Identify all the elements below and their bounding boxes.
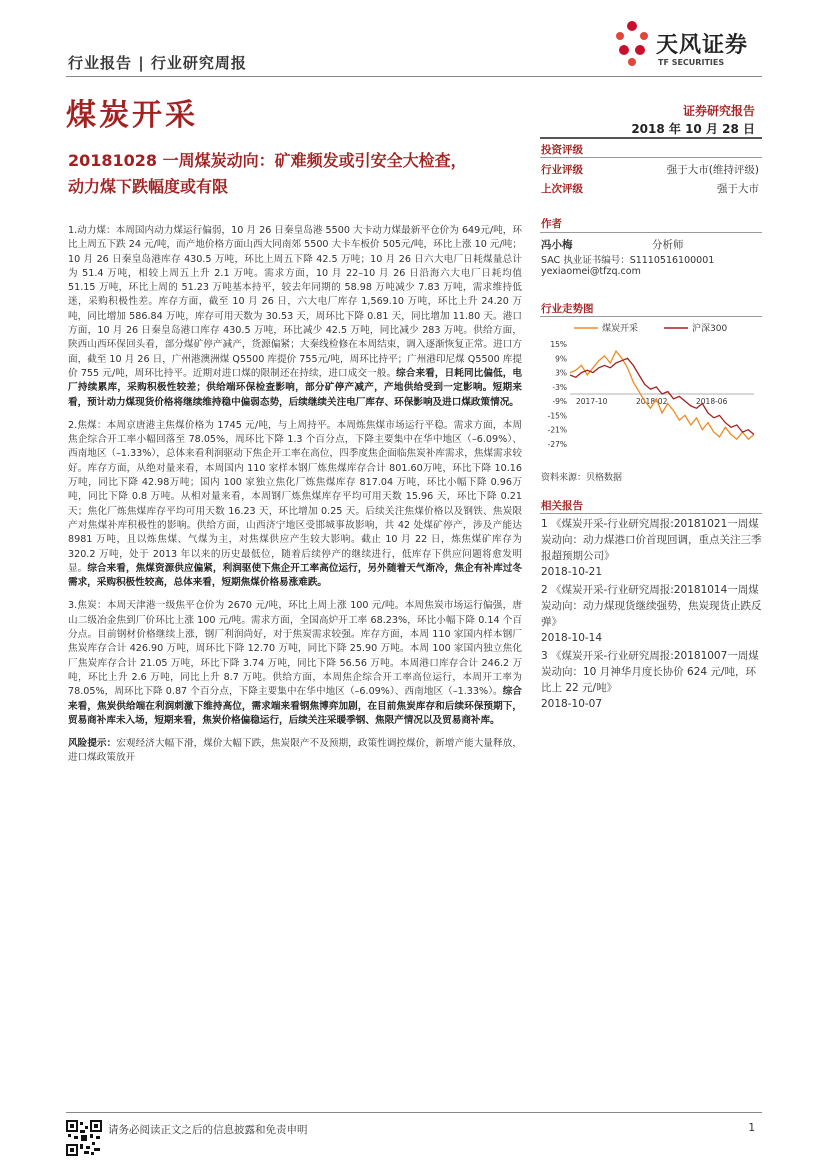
related-report-item[interactable] (541, 648, 763, 712)
section-thermal-coal-text: 1.动力煤：本周国内动力煤运行偏弱，10 月 26 日秦皇岛港 5500 大卡动力煤最新平仓价为 649元/吨，环比上周五下跌 24 元/吨，而产地价格方面山西大同南郊 5500 大卡车板价 505元/吨，环比上涨 10 元/吨；10 月 26 日秦皇岛港库存 430.5 万吨，环比上周五下降 42.5 万吨；10 月 26 日六大电厂日耗煤量总计为 51.4 万吨，相较上周五上升 2.1 万吨。需求方面，10 月 22–10 月 26 日沿海六大电厂日耗均值 51.15 万吨，环比上周的 51.23 万吨基本持平，较去年同期的 58.98 万吨减少 7.83 万吨，需求维持低迷，采购积极性差。库存方面，截至 10 月 26 日，六大电厂库存 1,569.10 万吨，环比上升 24.20 万吨，同比增加 586.84 万吨，库存可用天数为 30.53 天，周环比下降 0.81 天，同比增加 11.80 天。港口方面，10 月 26 日秦皇岛港口库存 430.5 万吨，环比减少 42.5 万吨，同比减少 283 万吨。供给方面，陕西山西环保回头看，部分煤矿停产减产，货源偏紧；大秦线检修在本周结束，调入逐渐恢复正常。进口方面，截至 10 月 26 日，广州港澳洲煤 Q5500 库提价 755元/吨，周环比持平；广州港印尼煤 Q5500 库提价 755 元/吨，周环比持平。近期对进口煤的限制还在持续，进口成交一般。 (68, 225, 522, 379)
x-tick-label: 2018-06 (696, 397, 728, 406)
related-report-title[interactable]: 2 《煤炭开采-行业研究周报:20181014一周煤炭动向：动力煤现货继续强势，焦炭现货止跌反弹》 (541, 584, 762, 628)
rating-current-label: 行业评级 (541, 164, 583, 176)
logo-text-en: TF SECURITIES (658, 58, 725, 67)
author-divider (540, 232, 762, 233)
y-tick-label: -3% (552, 382, 567, 392)
author-email[interactable]: yexiaomei@tfzq.com (541, 266, 641, 277)
related-report-date: 2018-10-21 (541, 566, 603, 578)
main-title-line-2: 动力煤下跌幅度或有限 (68, 177, 229, 196)
logo-mark-icon (610, 18, 654, 70)
legend-label: 煤炭开采 (602, 324, 639, 334)
report-type: 证券研究报告 (682, 104, 755, 118)
rating-title: 投资评级 (541, 144, 583, 156)
related-report-item[interactable] (541, 582, 763, 646)
qr-code-icon[interactable] (66, 1120, 102, 1156)
chart-source: 资料来源：贝格数据 (541, 473, 623, 483)
header-divider (66, 76, 762, 77)
y-tick-label: -21% (547, 425, 567, 435)
y-tick-label: 3% (555, 368, 567, 378)
x-tick-label: 2017-10 (576, 397, 608, 406)
related-report-date: 2018-10-07 (541, 698, 603, 710)
related-title: 相关报告 (541, 500, 583, 512)
footer-disclaimer: 请务必阅读正文之后的信息披露和免责申明 (108, 1124, 308, 1136)
trend-title: 行业走势图 (541, 303, 594, 315)
author-name: 冯小梅 (541, 239, 573, 251)
y-tick-label: 15% (550, 340, 567, 349)
logo-text-cn: 天风证券 (656, 33, 749, 58)
related-report-title[interactable]: 1 《煤炭开采-行业研究周报:20181021一周煤炭动向：动力煤港口价首现回调，重点关注三季报超预期公司》 (541, 518, 762, 562)
section-coking-coal (68, 419, 522, 591)
trend-divider (540, 316, 762, 317)
footer-divider (66, 1112, 762, 1113)
author-role: 分析师 (652, 239, 684, 251)
rating-previous-label: 上次评级 (541, 183, 583, 195)
main-title-line-1: 20181028 一周煤炭动向：矿难频发或引安全大检查， (68, 151, 467, 170)
series-line-1 (570, 351, 754, 439)
risk-text: 宏观经济大幅下滑，煤价大幅下跌，焦炭限产不及预期，政策性调控煤价，新增产能大量释放，进口煤政策放开 (68, 738, 523, 764)
company-logo (610, 18, 760, 74)
section-thermal-coal-conclusion: 综合来看，日耗同比偏低，电厂持续累库，采购积极性较差；供给端环保检查影响，部分矿停产减产，产地供给受到一定影响。短期来看，预计动力煤现货价格将继续维持稳中偏弱态势，后续继续关注电厂库存、环保影响及进口煤政策情况。 (68, 367, 522, 408)
risk-label: 风险提示： (68, 738, 117, 750)
y-tick-label: -27% (547, 440, 567, 449)
right-column-divider (540, 137, 762, 139)
related-report-list (541, 516, 763, 714)
x-tick-label: 2018-02 (636, 397, 668, 406)
report-date: 2018 年 10 月 28 日 (631, 122, 755, 136)
related-divider (540, 513, 762, 514)
risk-notice (68, 737, 522, 766)
author-title: 作者 (541, 218, 562, 230)
main-title (68, 148, 528, 200)
section-thermal-coal (68, 224, 522, 410)
legend-label: 沪深300 (692, 324, 728, 334)
rating-divider (540, 157, 762, 158)
page-number: 1 (748, 1122, 755, 1134)
related-report-title[interactable]: 3 《煤炭开采-行业研究周报:20181007一周煤炭动向：10 月神华月度长协价 624 元/吨，环比上 22 元/吨》 (541, 650, 759, 694)
y-tick-label: -9% (552, 397, 567, 407)
section-coke-text: 3.焦炭：本周天津港一级焦平仓价为 2670 元/吨，环比上周上涨 100 元/吨。本周焦炭市场运行偏强，唐山二级冶金焦到厂价环比上涨 100 元/吨。需求方面，全国高炉开工率 68.23%，环比小幅下降 0.14 个百分点。目前钢材价格继续上涨，钢厂利润尚好，对于焦炭需求较强。库存方面，本周 110 家国内样本钢厂焦炭库存合计 426.90 万吨，周环比下降 12.70 万吨，同比下降 25.90 万吨。本周 100 家国内独立焦化厂焦炭库存合计 21.05 万吨，环比下降 3.74 万吨，同比下降 56.56 万吨。本周港口库存合计 246.2 万吨，环比上升 2.6 万吨，同比上升 8.7 万吨。供给方面，本周焦企综合开工率高位运行，本周开工率为 78.05%，周环比下降 0.87 个百分点，下降主要集中在华中地区（–6.09%）、西南地区（–1.33%）。 (68, 600, 522, 698)
related-report-date: 2018-10-14 (541, 632, 603, 644)
trend-chart (540, 320, 762, 455)
section-coke-conclusion: 综合来看，焦炭供给端在利润刺激下维持高位，需求端来看钢焦博弈加剧，在目前焦炭库存和后续环保预期下，贸易商补库未入场，短期来看，焦炭价格偏稳运行，后续关注采暖季钢、焦限产情况以及贸易商补库。 (68, 686, 522, 726)
report-body (68, 224, 522, 775)
related-report-item[interactable] (541, 516, 763, 580)
rating-previous-value: 强于大市 (717, 183, 759, 195)
rating-current-value: 强于大市(维持评级) (666, 164, 759, 176)
section-coking-coal-conclusion: 综合来看，焦煤资源供应偏紧，利润驱使下焦企开工率高位运行，另外随着天气渐冷，焦企有补库过冬需求，采购积极性较高，总体来看，短期焦煤价格易涨难跌。 (68, 562, 523, 589)
report-category: 行业报告 | 行业研究周报 (68, 54, 247, 72)
section-coke (68, 599, 522, 728)
author-cert: SAC 执业证书编号：S1110516100001 (541, 255, 715, 266)
trend-chart-svg (540, 320, 762, 455)
section-coking-coal-text: 2.焦煤：本周京唐港主焦煤价格为 1745 元/吨，与上周持平。本周炼焦煤市场运行平稳。需求方面，本周焦企综合开工率小幅回落至 78.05%，周环比下降 1.3 个百分点，下降主要集中在华中地区（–6.09%）、西南地区（–1.33%），总体来看利润驱动下焦企开工率在高位，四季度焦企面临焦炭补库需求，焦煤需求较好。库存方面，从绝对量来看，本周国内 110 家样本钢厂炼焦煤库存合计 801.60万吨，环比下降 10.16万吨，同比下降 42.98万吨；国内 100 家独立焦化厂炼焦煤库存 817.04 万吨，环比小幅下降 0.96万吨，同比下降 0.8 万吨。从相对量来看，本周钢厂炼焦煤库存平均可用天数 15.96 天，环比下降 0.21 天；焦化厂炼焦煤库存平均可用天数 16.23 天，环比增加 0.25 天。后续关注焦煤价格以及钢铁、焦炭限产对焦煤补库积极性的影响。供给方面，山西济宁地区受邯城事故影响，共 42 处煤矿停产，涉及产能达 8981 万吨，且以炼焦煤、气煤为主，对焦煤供应产生较大影响。截止 10 月 22 日，炼焦煤矿库存为 320.2 万吨，处于 2013 年以来的历史最低位，随着后续停产的继续进行，低库存下供应问题将愈发明显。 (68, 419, 522, 574)
y-tick-label: 9% (555, 354, 567, 364)
industry-title: 煤炭开采 (66, 98, 198, 133)
y-tick-label: -15% (547, 411, 567, 421)
